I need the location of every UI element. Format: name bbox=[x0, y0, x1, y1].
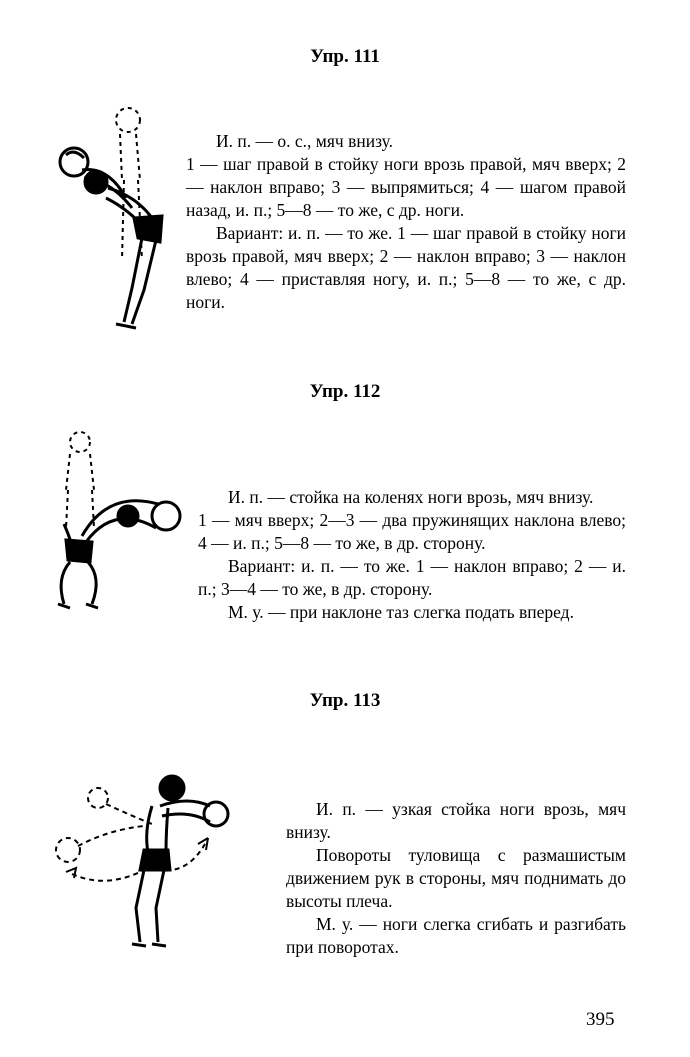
exercise-112-title: Упр. 112 bbox=[309, 381, 381, 402]
exercise-113-note: М. у. — ноги слегка сгибать и разгибать при поворотах. bbox=[286, 914, 626, 957]
exercise-112-variant: Вариант: и. п. — то же. 1 — наклон вправо; 2 — и. п.; 3—4 — то же, в др. сторону. bbox=[198, 556, 626, 599]
exercise-112-note: М. у. — при наклоне таз слегка подать вперед. bbox=[228, 602, 574, 622]
page-number: 395 bbox=[586, 1009, 615, 1030]
exercise-111-steps: 1 — шаг правой в стойку ноги врозь правой, мяч вверх; 2 — наклон вправо; 3 — выпрямиться; 4 — шагом правой назад, и. п.; 5—8 — то же, с др. ноги. bbox=[186, 154, 626, 220]
exercise-112-figure bbox=[48, 428, 188, 610]
exercise-113-title: Упр. 113 bbox=[309, 690, 381, 711]
exercise-113-steps: Повороты туловища с размашистым движением рук в стороны, мяч поднимать до высоты плеча. bbox=[286, 845, 626, 911]
exercise-111-variant: Вариант: и. п. — то же. 1 — шаг правой в стойку ноги врозь правой, мяч вверх; 2 — наклон вправо; 3 — наклон влево; 4 — приставляя ногу, и. п.; 5—8 — то же, с др. ноги. bbox=[186, 223, 626, 312]
exercise-112-text bbox=[198, 486, 626, 624]
exercise-113-text bbox=[286, 798, 626, 959]
exercise-111-title: Упр. 111 bbox=[310, 46, 380, 67]
exercise-111-start-position: И. п. — о. с., мяч внизу. bbox=[216, 131, 393, 151]
exercise-111-figure bbox=[52, 100, 172, 332]
exercise-113-figure bbox=[48, 770, 248, 950]
exercise-112-steps: 1 — мяч вверх; 2—3 — два пружинящих наклона влево; 4 — и. п.; 5—8 — то же, в др. сторону. bbox=[198, 510, 626, 553]
exercise-113-start-position: И. п. — узкая стойка ноги врозь, мяч внизу. bbox=[286, 799, 626, 842]
exercise-112-start-position: И. п. — стойка на коленях ноги врозь, мяч внизу. bbox=[228, 487, 594, 507]
exercise-111-text bbox=[186, 130, 626, 314]
